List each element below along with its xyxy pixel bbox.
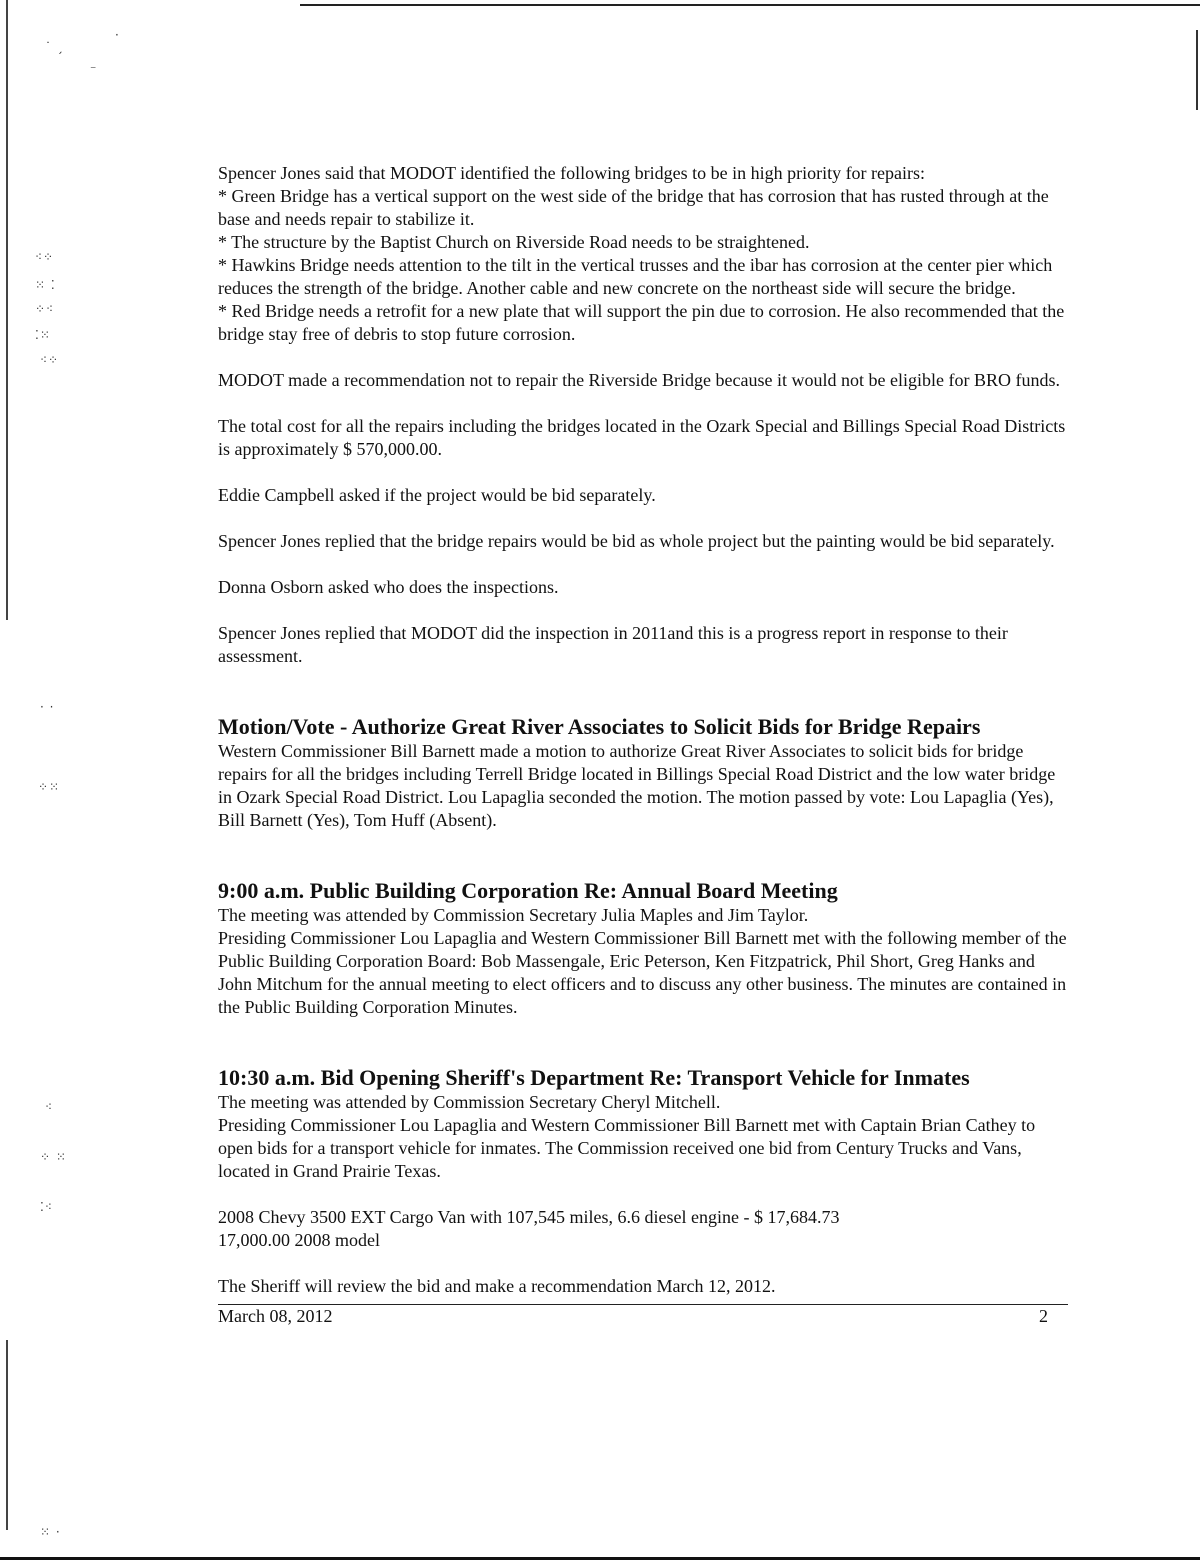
- document-body: [218, 162, 1068, 1327]
- scan-artifact: ⁘ ⁙: [40, 1150, 67, 1164]
- scan-artifact: ⁘⁙: [38, 780, 61, 794]
- page-footer: [218, 1305, 1068, 1327]
- bid-line-van: 2008 Chevy 3500 EXT Cargo Van with 107,545 miles, 6.6 diesel engine - $ 17,684.73: [218, 1207, 840, 1227]
- paragraph-campbell-question: Eddie Campbell asked if the project would be bid separately.: [218, 485, 656, 505]
- motion-heading: Motion/Vote - Authorize Great River Associates to Solicit Bids for Bridge Repairs: [218, 714, 981, 739]
- scan-artifact: ⁙ ⁚: [35, 278, 56, 292]
- paragraph-riverside-recommendation: MODOT made a recommendation not to repair the Riverside Bridge because it would not be eligible for BRO funds.: [218, 370, 1060, 390]
- scan-artifact: ⁖⁘: [40, 353, 60, 367]
- page-number: 2: [1039, 1306, 1048, 1326]
- scan-artifact: ⁚⁖: [40, 1200, 53, 1214]
- motion-body: Western Commissioner Bill Barnett made a motion to authorize Great River Associates to solicit bids for bridge repairs for all the bridges including Terrell Bridge located in Billings Special Road District and the low water bridge in Ozark Special Road District. Lou Lapaglia seconded the motion. The motion passed by vote: Lou Lapaglia (Yes), Bill Barnett (Yes), Tom Huff (Absent).: [218, 741, 1056, 830]
- bullet-baptist-church-structure: * The structure by the Baptist Church on Riverside Road needs to be straightened.: [218, 232, 810, 252]
- pbc-heading: 9:00 a.m. Public Building Corporation Re: Annual Board Meeting: [218, 878, 838, 903]
- scan-border-left-lower: [6, 1340, 8, 1530]
- pbc-body: Presiding Commissioner Lou Lapaglia and Western Commissioner Bill Barnett met with the following member of the Public Building Corporation Board: Bob Massengale, Eric Peterson, Ken Fitzpatrick, Phil Short, Greg Hanks and John Mitchum for the annual meeting to elect officers and to discuss any other business. The minutes are contained in the Public Building Corporation Minutes.: [218, 928, 1067, 1017]
- scan-artifact: · ·: [40, 700, 55, 714]
- bid-line-model: 17,000.00 2008 model: [218, 1230, 380, 1250]
- bullet-hawkins-bridge: * Hawkins Bridge needs attention to the tilt in the vertical trusses and the ibar has corrosion at the center pier which reduces the strength of the bridge. Another cable and new concrete on the northeast side will secure the bridge.: [218, 255, 1053, 298]
- scan-border-top: [300, 4, 1200, 6]
- pbc-attended: The meeting was attended by Commission Secretary Julia Maples and Jim Taylor.: [218, 905, 809, 925]
- scan-artifact: ⁖⁘: [35, 250, 55, 264]
- scan-artifact: ⁘⁖: [35, 302, 55, 316]
- paragraph-osborn-question: Donna Osborn asked who does the inspections.: [218, 577, 559, 597]
- scan-artifact: ˙ ˏ: [45, 40, 64, 54]
- bid-body: Presiding Commissioner Lou Lapaglia and Western Commissioner Bill Barnett met with Captain Brian Cathey to open bids for a transport vehicle for inmates. The Commission received one bid from Century Trucks and Vans, located in Grand Prairie Texas.: [218, 1115, 1036, 1181]
- scan-border-left: [6, 0, 8, 620]
- scan-border-bottom: [0, 1557, 1200, 1560]
- paragraph-total-cost: The total cost for all the repairs including the bridges located in the Ozark Special and Billings Special Road Districts is approximately $ 570,000.00.: [218, 416, 1066, 459]
- scan-artifact: ⁖: [45, 1100, 54, 1114]
- bullet-red-bridge: * Red Bridge needs a retrofit for a new plate that will support the pin due to corrosion. He also recommended that the bridge stay free of debris to stop future corrosion.: [218, 301, 1065, 344]
- bid-heading: 10:30 a.m. Bid Opening Sheriff's Department Re: Transport Vehicle for Inmates: [218, 1065, 970, 1090]
- scan-artifact: ⁻: [90, 62, 98, 76]
- paragraph-jones-reply-inspection: Spencer Jones replied that MODOT did the inspection in 2011and this is a progress report in response to their assessment.: [218, 623, 1008, 666]
- paragraph-jones-reply-bid: Spencer Jones replied that the bridge repairs would be bid as whole project but the painting would be bid separately.: [218, 531, 1055, 551]
- scan-border-right: [1196, 30, 1198, 110]
- scan-artifact: ⁚⁙: [35, 328, 51, 342]
- scan-artifact: ·: [115, 28, 120, 42]
- scan-artifact: ⁙ ·: [40, 1525, 61, 1539]
- footer-date: March 08, 2012: [218, 1306, 333, 1326]
- intro-paragraph: Spencer Jones said that MODOT identified the following bridges to be in high priority for repairs:: [218, 163, 926, 183]
- bullet-green-bridge: * Green Bridge has a vertical support on the west side of the bridge that has corrosion that has rusted through at the base and needs repair to stabilize it.: [218, 186, 1049, 229]
- bid-attended: The meeting was attended by Commission Secretary Cheryl Mitchell.: [218, 1092, 721, 1112]
- bid-closing: The Sheriff will review the bid and make a recommendation March 12, 2012.: [218, 1276, 776, 1296]
